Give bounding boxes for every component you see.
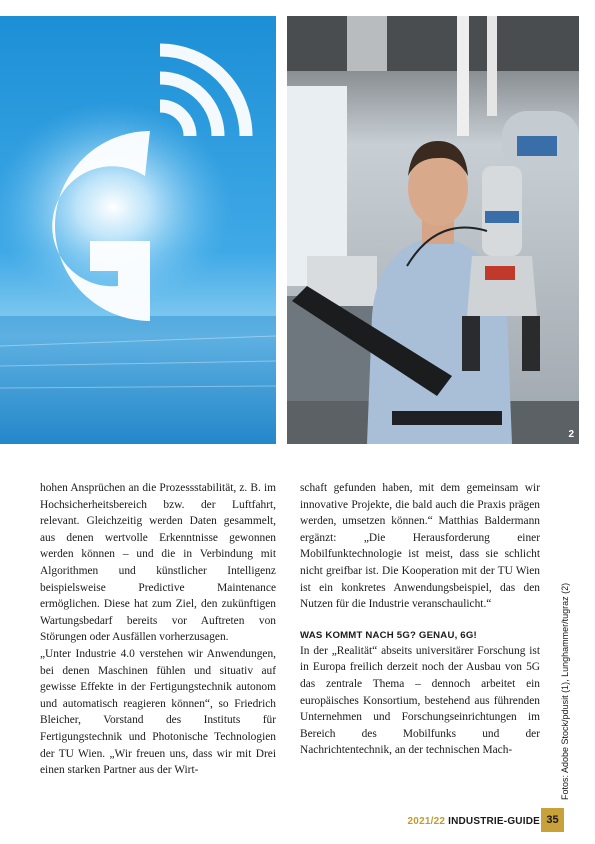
footer-year: 2021/22 (407, 816, 446, 827)
paragraph: hohen Ansprüchen an die Prozessstabilität, z. B. im Hochsicherheitsbereich bzw. der Luftfahrt, relevant. Gleichzeitig werden Daten gesammelt, aus denen wertvolle Erkenntnisse gewonnen werden können – und die in Verbindung mit Algorithmen und künstlicher Intelligenz beispielsweise Predictive Maintenance ermöglichen. Diese hat zum Ziel, den zukünftigen Wartungsbedarf bereits vor Auftreten von Störungen oder Ausfällen vorherzusagen. (40, 482, 276, 644)
photo-number: 2 (568, 429, 574, 440)
paragraph: „Unter Industrie 4.0 verstehen wir Anwendungen, bei denen Maschinen fühlen und situativ auf gewisse Effekte in der Fertigungstechnik autonom und automatisch reagieren können“, so Friedrich Bleicher, Vorstand des Instituts für Fertigungstechnik und Photonische Technologien der TU Wien. „Wir freuen uns, dass wir mit Drei einen starken Partner aus der Wirt- (40, 647, 276, 777)
photo-5g-graphic (0, 16, 276, 444)
paragraph: schaft gefunden haben, mit dem gemeinsam wir innovative Projekte, die bald auch die Praxis prägen werden, umsetzen können.“ Matthias Baldermann ergänzt: „Die Herausforderung einer Mobilfunktechnologie ist meist, dass sie schlicht nicht greifbar ist. Die Kooperation mit der TU Wien ist ein konkretes Anwendungsbeispiel, das den Nutzen für die Industrie veranschaulicht.“ (300, 482, 540, 611)
paragraph: In der „Realität“ abseits universitärer Forschung ist in Europa freilich derzeit noch der Ausbau von 5G das zentrale Thema – dennoch arbeitet ein europäisches Konsortium, bestehend aus führenden Unternehmen und Forschungseinrichtungen im Bereich des Mobilfunks und der Nachrichtentechnik, an der technischen Mach- (300, 644, 540, 757)
photo-credit: Fotos: Adobe Stock/pdusit (1), Lunghammer/tugraz (2) (560, 582, 570, 800)
footer-guide-title: INDUSTRIE-GUIDE (448, 816, 540, 827)
section-subheading: WAS KOMMT NACH 5G? GENAU, 6G! (300, 629, 477, 641)
page-number: 35 (541, 808, 564, 832)
article-column-right (300, 480, 540, 759)
lab-scene (287, 16, 579, 444)
5g-illustration (0, 16, 276, 444)
page-footer (408, 816, 540, 827)
article-column-left (40, 480, 276, 779)
photo-lab-robot (287, 16, 579, 444)
